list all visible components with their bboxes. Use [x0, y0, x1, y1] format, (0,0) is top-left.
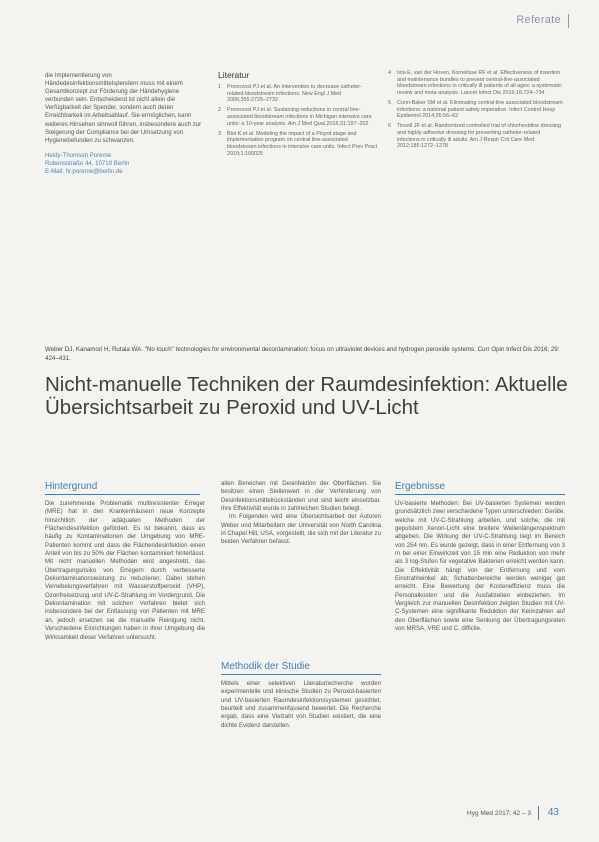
reference-number: 2: [218, 107, 221, 114]
footer-divider: [538, 806, 539, 820]
section-rule: [221, 674, 381, 675]
reference-number: 3: [218, 130, 221, 137]
middle-paragraph-2: Im Folgenden wird eine Übersichtsarbeit der Autoren Weber und Mitarbeitern der Universität von North Carolina in Chapel Hill, USA, vorgestellt, die sich mit der Literatur zu beiden Verfahren befasst.: [221, 513, 381, 546]
reference-text: Pronovost PJ et al. Sustaining reductions in central line-associated bloodstream infections in Michigan intensive care units: a 10-year analysis. Am J Med Qual 2016;31:197–202: [227, 107, 372, 127]
section-heading-methodik: Methodik der Studie: [221, 661, 310, 672]
literature-heading: Literatur: [218, 70, 250, 80]
reference-list-left: [218, 84, 378, 161]
reference-text: Tinsell JF et al. Randomized controlled trial of chlorhexidine dressing and highly adhesive dressing for preventing catheter-related infections in critically ill adults. Am J Respir Crit Care Med 2012;186:1272–1278: [397, 123, 561, 150]
reference-item: [388, 123, 563, 149]
section-rule: [45, 494, 200, 495]
section-heading-hintergrund: Hintergrund: [45, 481, 98, 492]
reference-number: 1: [218, 84, 221, 90]
reference-text: Blot K et al. Modeling the impact of a Pisyrd stage and implementation program on central line-associated bloodstream infections in intensive care units. Infect Prev Pract 2019;1:100025: [227, 130, 378, 157]
reference-item: [388, 70, 563, 96]
page-number: 43: [547, 807, 559, 818]
ressort-divider: [568, 14, 569, 28]
section-rule: [395, 494, 565, 495]
reference-item: [218, 131, 378, 157]
reference-text: Ista E, van der Hoven, Kornelisse RF et al. Effectiveness of insertion and maintenance bundles to prevent central-line-associated bloodstream infections in critically ill patients of all ages: a systematic review and meta-analysis. Lancet Infect Dis 2016;16:724–734: [397, 70, 562, 96]
ressort-label: Referate: [516, 14, 561, 26]
author-email[interactable]: E-Mail: hr.poreme@berlin.de: [45, 168, 123, 176]
previous-article-text: [45, 72, 205, 145]
reference-text: Pronovost PJ et al. An intervention to decrease catheter-related bloodstream infections. New Engl J Med 2006;355:2725–2732: [227, 84, 362, 104]
reference-item: [218, 84, 378, 104]
article-title: Nicht-manuelle Techniken der Raumdesinfektion: Aktuelle Übersichtsarbeit zu Peroxid und UV-Licht: [45, 373, 568, 419]
author-contact: [45, 152, 205, 176]
methodik-text: Mittels einer selektiven Literaturrecherche wurden experimentelle und klinische Studien zu Peroxid-basierten und UV-basierten Raumdesinfektionssystemen gesichtet, beurteilt und zusammenfassend bewertet. Die Recherche ergab, dass eine Vielzahl von Studien existiert, die eine dichte Evidenz darstellen.: [221, 680, 381, 729]
section-body-ergebnisse: [395, 500, 565, 634]
reference-text: Conn-Baker SM et al. Eliminating central-line associated bloodstream infections: a national patient safety imperative. Infect Control Hosp Epidemiol 2014;35:56–62: [397, 99, 563, 120]
reference-number: 4: [388, 70, 391, 76]
footer-journal-info: Hyg Med 2017; 42 – 3: [467, 810, 531, 817]
section-body-methodik: [221, 680, 381, 730]
reference-item: [218, 107, 378, 127]
middle-column-text: [221, 480, 381, 547]
reference-number: 6: [388, 123, 391, 130]
section-heading-ergebnisse: Ergebnisse: [395, 481, 446, 492]
author-name: Heidy-Thomson Poreme: [45, 152, 112, 159]
author-address: Rubensstraße 44, 10719 Berlin: [45, 160, 130, 168]
middle-paragraph-1: allen Bereichen mit Desinfektion der Oberflächen. Sie besitzen einen Stellenwert in der Verhinderung von Desinfektionsmittelrückständen und sind leicht einsetzbar. Ihre Effektivität wurde in zahlreichen Studien belegt.: [221, 480, 381, 513]
source-citation: Weber DJ, Kanamori H, Rutala WA. "No touch" technologies for environmental decontamination: focus on ultraviolet devices and hydrogen peroxide systems. Curr Opin Infect Dis 2016; 29: 424–431.: [45, 346, 560, 362]
previous-article-body: die Implementierung von Händedesinfektionsmittelspendern muss mit einem Gesamtkonzept zur Förderung der Händehygiene verbunden sein. Entscheidend ist nicht allein die Verfügbarkeit der Spender, sondern auch deren Erreichbarkeit im Arbeitsablauf. Sie ermöglichen, kann weiteres Hinsehen sinnvoll führen, insbesondere auch zur Steigerung der Compliance bei der Umsetzung von Hygienebefunden zu schwanzen.: [45, 72, 202, 144]
section-body-hintergrund: [45, 500, 205, 642]
reference-number: 5: [388, 99, 391, 106]
reference-list-right: [388, 70, 563, 153]
reference-item: [388, 100, 563, 120]
ergebnisse-text: UV-basierte Methoden: Bei UV-basierten Systemen werden grundsätzlich zwei verschiedene Typen unterschieden: Geräte, welche mit UV-C-Strahlung arbeiten, und solche, die mit gepulstem Xenon-Licht eine breitere Wellenlängenspektrum abgeben. Die Wirkung der UV-C-Strahlung liegt im Bereich von 254 nm. Es wurde gezeigt, dass in einer Entfernung von 3 m bei einer Einwirkzeit von 15 min eine Reduktion von mehr als 3 log-Stufen für vegetative Bakterien erreicht werden kann. Die Effektivität hängt von der Entfernung und vom Einstrahlwinkel ab; Schattenbereiche werden weniger gut erreicht. Eine Bewertung der Kosteneffizienz muss die Personalkosten und die Ausfallzeiten einbeziehen. Im Vergleich zur manuellen Desinfektion zeigten Studien mit UV-C-Systemen eine signifikante Reduktion der Keimzahlen auf den Oberflächen sowie eine Senkung der Übertragungsraten von MRSA, VRE und C. difficile.: [395, 500, 565, 633]
hintergrund-text: Die zunehmende Problematik multiresistenter Erreger (MRE) hat in den Krankenhäusern neue Konzepte hinsichtlich der adäquaten Methoden der Flächendesinfektion gefördert. Es ist bekannt, dass es häufig zu Kontaminationen der Umgebung von MRE-Patienten kommt und dass die Flächendesinfektion einen Anteil von bis zu 50% der Flächen kontaminiert hinterlässt. Mit nicht manuellen Methoden wird angestrebt, das Übertragungsrisiko von Erregern durch verbesserte Dekontaminationsleistung zu reduzieren. Dabei stehen Vernebelungsverfahren mit Wasserstoffperoxid (VHP), Ozonfreisetzung und UV-C-Strahlung im Vordergrund. Die Dekontamination mit solchen Verfahren bietet sich insbesondere bei der Entlassung von Patienten mit MRE an, jedoch ersetzen sie die manuelle Reinigung nicht. Verschiedene Einrichtungen haben in ihrer Umgebung die Wirksamkeit dieser Verfahren untersucht.: [45, 500, 205, 641]
